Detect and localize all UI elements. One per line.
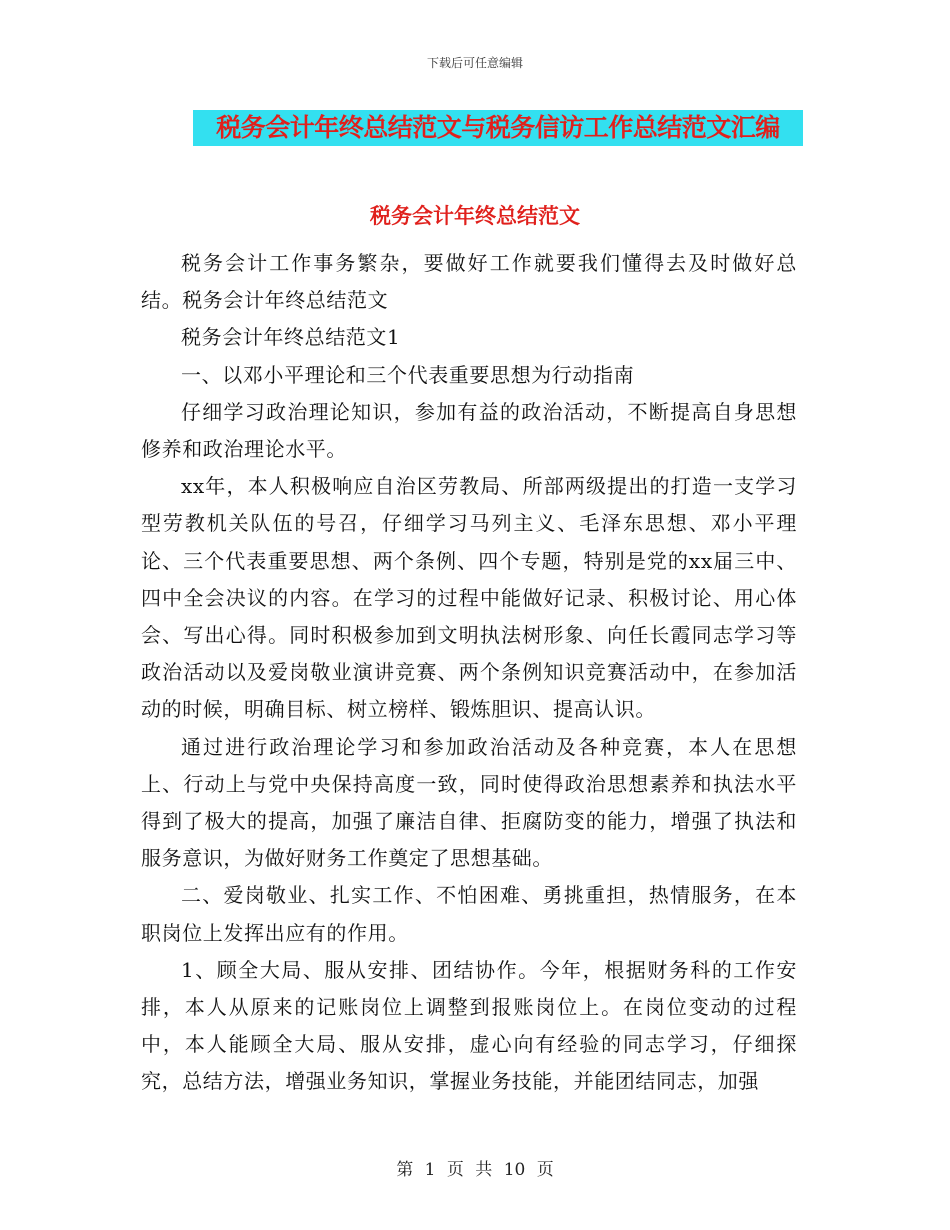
paragraph: 税务会计年终总结范文1 — [181, 325, 401, 350]
paragraph: 仔细学习政治理论知识，参加有益的政治活动，不断提高自身思想修养和政治理论水平。 — [141, 399, 797, 462]
paragraph: 二、爱岗敬业、扎实工作、不怕困难、勇挑重担，热情服务，在本职岗位上发挥出应有的作用。 — [141, 883, 797, 945]
header-note: 下载后可任意编辑 — [426, 56, 523, 70]
section-title: 税务会计年终总结范文 — [370, 204, 580, 228]
paragraph: 一、以邓小平理论和三个代表重要思想为行动指南 — [181, 362, 635, 387]
paragraph: xx年，本人积极响应自治区劳教局、所部两级提出的打造一支学习型劳教机关队伍的号召，仔细学习马列主义、毛泽东思想、邓小平理论、三个代表重要思想、两个条例、四个专题，特别是党的xx届三中、四中全会决议的内容。在学习的过程中能做好记录、积极讨论、用心体会、写出心得。同时积极参加到文明执法树形象、向任长霞同志学习等政治活动以及爱岗敬业演讲竞赛、两个条例知识竞赛活动中，在参加活动的时候，明确目标、树立榜样、锻炼胆识、提高认识。 — [141, 474, 797, 722]
body-text — [141, 245, 797, 1101]
document-title: 税务会计年终总结范文与税务信访工作总结范文汇编 — [193, 110, 803, 146]
page-number: 第 1 页 共 10 页 — [396, 1160, 554, 1180]
paragraph: 1、顾全大局、服从安排、团结协作。今年，根据财务科的工作安排，本人从原来的记账岗位上调整到报账岗位上。在岗位变动的过程中，本人能顾全大局、服从安排，虚心向有经验的同志学习，仔细探究，总结方法，增强业务知识，掌握业务技能，并能团结同志，加强 — [141, 957, 797, 1094]
paragraph: 通过进行政治理论学习和参加政治活动及各种竞赛，本人在思想上、行动上与党中央保持高度一致，同时使得政治思想素养和执法水平得到了极大的提高，加强了廉洁自律、拒腐防变的能力，增强了执法和服务意识，为做好财务工作奠定了思想基础。 — [141, 734, 797, 871]
paragraph: 税务会计工作事务繁杂，要做好工作就要我们懂得去及时做好总结。税务会计年终总结范文 — [141, 251, 797, 313]
